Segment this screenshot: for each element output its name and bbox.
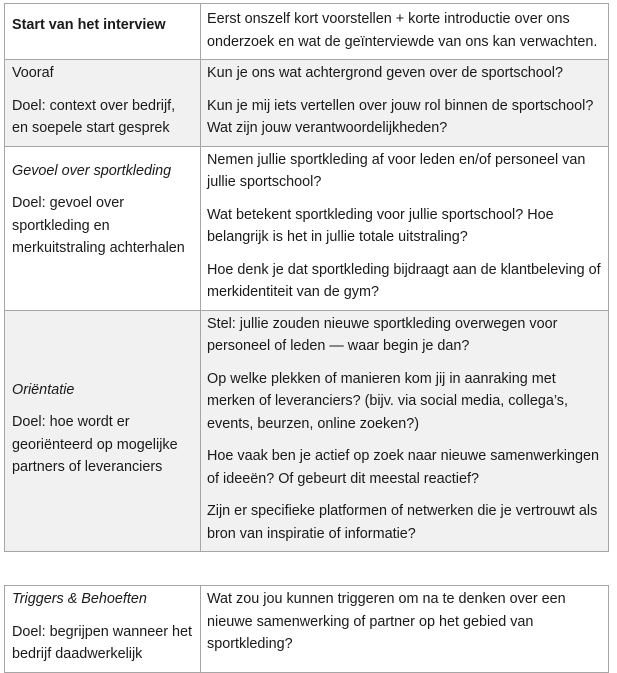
section-title: Oriëntatie [12, 381, 75, 398]
section-goal: Doel: gevoel over sportkleding en merkuitstraling achterhalen [12, 195, 185, 256]
table-row [5, 4, 609, 60]
section-title: Gevoel over sportkleding [12, 162, 172, 179]
intro-text: Eerst onszelf kort voorstellen + korte introductie over ons onderzoek en wat de geïnterviewde van ons kan verwachten. [207, 11, 598, 50]
question-text: Zijn er specifieke platformen of netwerken die je vertrouwt als bron van inspiratie of informatie? [207, 503, 598, 542]
section-heading [5, 4, 201, 60]
question-text: Hoe denk je dat sportkleding bijdraagt aan de klantbeleving of merkidentiteit van de gym? [207, 261, 601, 300]
question-text: Wat betekent sportkleding voor jullie sportschool? Hoe belangrijk is het in jullie totale uitstraling? [207, 206, 554, 245]
question-text: Kun je mij iets vertellen over jouw rol binnen de sportschool? Wat zijn jouw verantwoordelijkheden? [207, 97, 594, 136]
question-cell [201, 60, 609, 147]
question-cell [201, 4, 609, 60]
section-goal: Doel: begrijpen wanneer het bedrijf daadwerkelijk [12, 623, 193, 662]
question-text: Op welke plekken of manieren kom jij in aanraking met merken of leveranciers? (bijv. via social media, collega’s, events, beurzen, online zoeken?) [207, 370, 568, 432]
question-cell [201, 586, 609, 673]
section-title: Triggers & Behoeften [12, 591, 147, 607]
section-title: Vooraf [12, 65, 54, 81]
question-text: Kun je ons wat achtergrond geven over de sportschool? [207, 65, 563, 81]
question-cell [201, 146, 609, 310]
interview-table [4, 3, 609, 552]
question-text: Stel: jullie zouden nieuwe sportkleding overwegen voor personeel of leden — waar begin je dan? [207, 315, 558, 354]
interview-table-continued [4, 585, 609, 673]
table-row [5, 146, 609, 310]
question-text: Wat zou jou kunnen triggeren om na te denken over een nieuwe samenwerking of partner op het gebied van sportkleding? [207, 591, 566, 652]
table-row [5, 586, 609, 673]
section-goal: Doel: hoe wordt er georiënteerd op mogelijke partners of leveranciers [12, 414, 178, 476]
section-cell [5, 586, 201, 673]
section-cell [5, 60, 201, 147]
question-cell [201, 310, 609, 552]
section-goal: Doel: context over bedrijf, en soepele start gesprek [12, 97, 176, 136]
section-title: Start van het interview [12, 17, 166, 33]
question-text: Hoe vaak ben je actief op zoek naar nieuwe samenwerkingen of ideeën? Of gebeurt dit meestal reactief? [207, 448, 599, 487]
section-cell [5, 146, 201, 310]
table-row [5, 310, 609, 552]
section-cell [5, 310, 201, 552]
table-row [5, 60, 609, 147]
question-text: Nemen jullie sportkleding af voor leden en/of personeel van jullie sportschool? [207, 151, 586, 190]
